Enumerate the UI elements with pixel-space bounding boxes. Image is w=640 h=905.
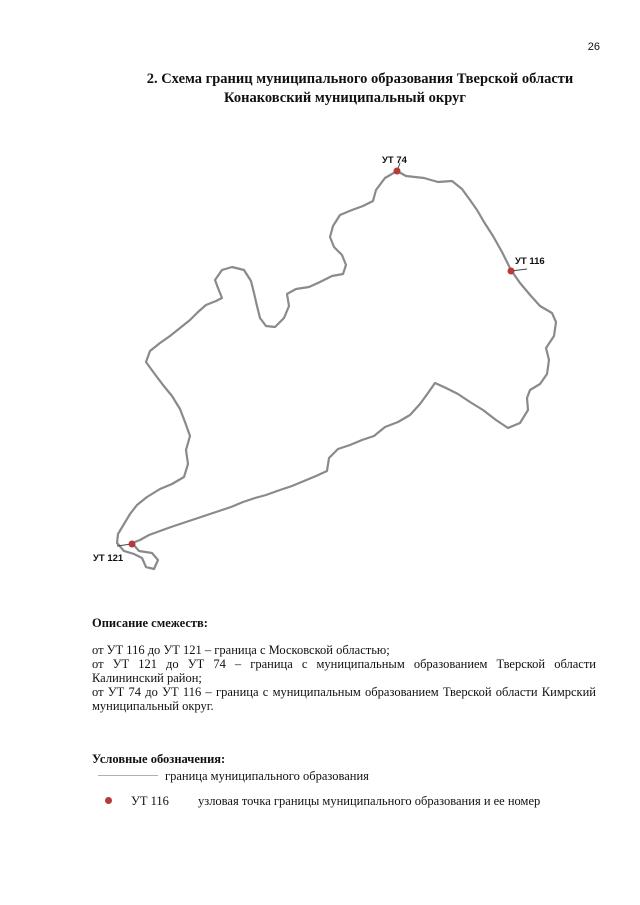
municipal-boundary <box>117 171 556 569</box>
legend-boundary-text: граница муниципального образования <box>165 769 369 783</box>
legend-boundary-line <box>98 775 158 776</box>
description-text <box>92 643 596 713</box>
description-line: от УТ 74 до УТ 116 – граница с муниципальным образованием Тверской области Кимрский муниципальный округ. <box>92 685 596 713</box>
page-title <box>0 70 640 108</box>
point-marker-ut74 <box>394 168 401 175</box>
legend-point-icon <box>105 797 112 804</box>
title-line-2: Конаковский муниципальный округ <box>224 90 466 106</box>
boundary-map <box>0 130 640 600</box>
legend-heading: Условные обозначения: <box>92 752 226 766</box>
description-heading: Описание смежеств: <box>92 616 208 630</box>
point-marker-ut121 <box>129 541 136 548</box>
point-label-ut116: УТ 116 <box>515 256 545 267</box>
legend-point-code: УТ 116 <box>131 794 169 808</box>
point-label-ut121: УТ 121 <box>93 553 124 564</box>
legend-point-text: узловая точка границы муниципального образования и ее номер <box>198 794 541 808</box>
point-marker-ut116 <box>508 268 515 275</box>
title-line-1: 2. Схема границ муниципального образования Тверской области <box>146 71 574 87</box>
description-line: от УТ 121 до УТ 74 – граница с муниципальным образованием Тверской области Калининский район; <box>92 657 596 685</box>
description-line: от УТ 116 до УТ 121 – граница с Московской областью; <box>92 643 390 657</box>
point-label-ut74: УТ 74 <box>382 155 407 166</box>
page-number: 26 <box>587 41 600 53</box>
